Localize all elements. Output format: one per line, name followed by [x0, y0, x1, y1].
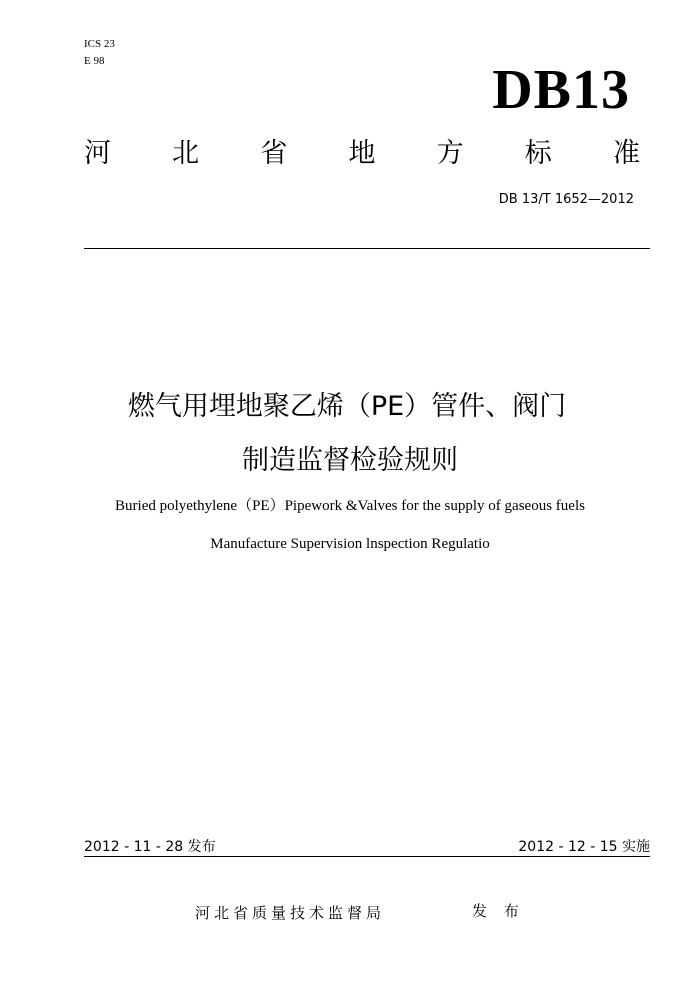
ics-code: ICS 23 — [84, 38, 115, 50]
standard-type-char: 标 — [524, 138, 552, 169]
top-divider — [84, 248, 650, 249]
standard-type-char: 地 — [348, 138, 376, 169]
standard-type-char: 河 — [84, 138, 111, 169]
category-code: E 98 — [84, 55, 105, 67]
issue-date: 2012 - 11 - 28 发布 — [84, 839, 216, 855]
title-en-line1: Buried polyethylene（PE）Pipework &Valves for the supply of gaseous fuels — [115, 498, 585, 514]
standard-type-char: 省 — [260, 138, 288, 169]
standard-type-char: 北 — [172, 138, 200, 169]
title-zh-line2: 制造监督检验规则 — [242, 445, 458, 476]
issue-word: 发 布 — [472, 902, 525, 920]
title-zh-line1: 燃气用埋地聚乙烯（PE）管件、阀门 — [127, 391, 567, 422]
db-code-logo: DB13 — [492, 59, 630, 121]
issuer-name: 河北省质量技术监督局 — [195, 904, 386, 922]
standard-type-char: 方 — [436, 138, 464, 169]
title-en-line2: Manufacture Supervision lnspection Regulatio — [210, 536, 490, 552]
bottom-divider — [84, 856, 650, 857]
standard-type-char: 准 — [612, 138, 640, 169]
implement-date: 2012 - 12 - 15 实施 — [518, 839, 650, 855]
standard-type — [84, 138, 640, 170]
classification-codes — [84, 36, 115, 70]
standard-number: DB 13/T 1652—2012 — [498, 192, 634, 207]
